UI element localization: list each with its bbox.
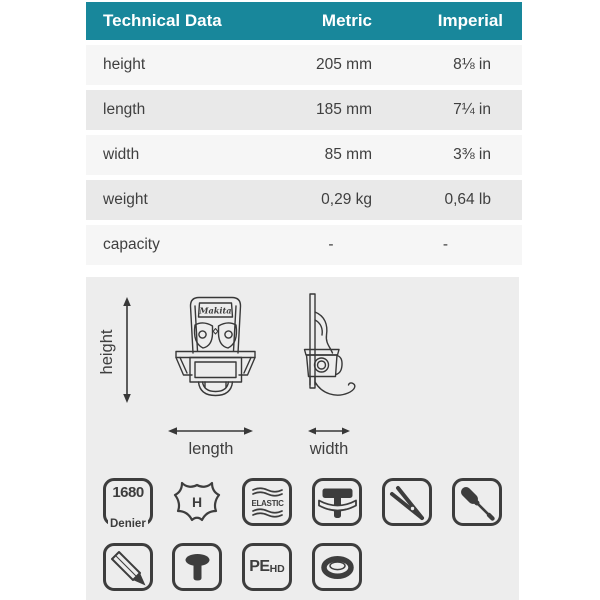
leather-letter: H (191, 494, 203, 510)
row-label: length (103, 101, 146, 118)
metric-value: 0,29 kg (321, 191, 372, 208)
imperial-value: 3⅜ in (453, 146, 491, 163)
pehd-main: PE (249, 558, 270, 575)
denier-1680-icon (103, 478, 153, 530)
imperial-value: 7¼ in (453, 101, 491, 118)
imperial-value: 0,64 lb (444, 191, 491, 208)
pehd-sub: HD (269, 563, 285, 575)
product-front-view (176, 298, 255, 396)
pliers-icon (382, 478, 432, 526)
table-row-width (86, 135, 522, 175)
grommet-icon (312, 543, 362, 591)
elastic-label: ELASTIC (250, 498, 284, 508)
pehd-icon (242, 543, 292, 591)
metric-value: - (328, 236, 334, 253)
product-side-view (305, 294, 355, 395)
metric-value: 185 mm (316, 101, 372, 118)
height-arrow (123, 297, 131, 403)
technical-data-table (86, 2, 522, 265)
denier-value: 1680 (112, 484, 144, 501)
leather-icon (172, 478, 222, 526)
diagram-panel (86, 277, 519, 600)
table-row-capacity (86, 225, 522, 265)
width-arrow (308, 428, 350, 435)
table-row-height (86, 45, 522, 85)
makita-logo-text: Makita (199, 305, 232, 316)
row-label: height (103, 56, 146, 73)
row-label: width (103, 146, 140, 163)
pencil-icon (103, 543, 153, 591)
metric-value: 85 mm (324, 146, 372, 163)
imperial-value: 8⅛ in (453, 56, 491, 73)
row-label: weight (103, 191, 148, 208)
elastic-icon (242, 478, 292, 526)
height-dimension-label: height (98, 329, 116, 375)
hammer-holder-icon (312, 478, 362, 526)
header-metric: Metric (321, 11, 372, 30)
header-imperial: Imperial (437, 11, 503, 30)
width-dimension-label: width (309, 440, 349, 458)
length-arrow (168, 427, 253, 434)
row-label: capacity (103, 236, 160, 253)
metric-value: 205 mm (316, 56, 372, 73)
header-technical-data: Technical Data (103, 11, 222, 30)
length-dimension-label: length (188, 440, 234, 458)
table-row-length (86, 90, 522, 130)
denier-unit: Denier (110, 518, 146, 530)
screwdriver-icon (452, 478, 502, 526)
imperial-value: - (442, 236, 449, 253)
table-header-row (86, 2, 522, 40)
table-row-weight (86, 180, 522, 220)
rivet-icon (172, 543, 222, 591)
